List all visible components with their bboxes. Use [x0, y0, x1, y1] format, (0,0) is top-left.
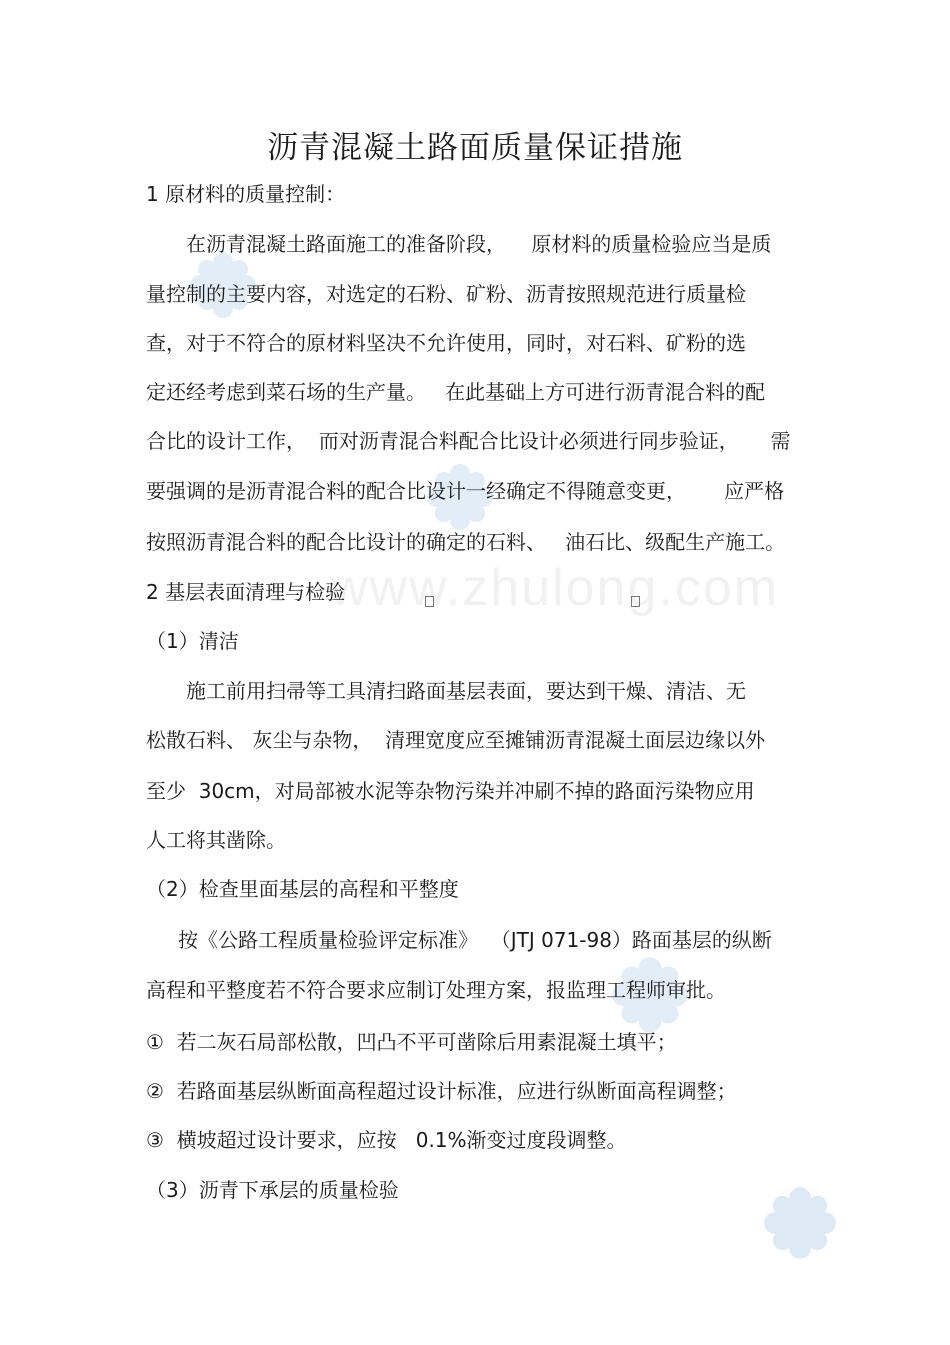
paragraph-line: 松散石料、 灰尘与杂物， 清理宽度应至摊铺沥青混凝土面层边缘以外 — [146, 728, 766, 752]
section-heading: 2 基层表面清理与检验 — [146, 580, 346, 604]
document-title: 沥青混凝土路面质量保证措施 — [267, 130, 683, 166]
list-item: ① 若二灰石局部松散，凹凸不平可凿除后用素混凝土填平； — [146, 1030, 677, 1054]
placeholder-box-icon — [425, 596, 434, 607]
paragraph-line: 在沥青混凝土路面施工的准备阶段， 原材料的质量检验应当是质 — [186, 232, 772, 256]
paragraph-line: 要强调的是沥青混合料的配合比设计一经确定不得随意变更， 应严格 — [146, 479, 785, 503]
subsection-heading: （3）沥青下承层的质量检验 — [146, 1178, 399, 1202]
placeholder-box-icon — [631, 596, 640, 607]
paragraph-line: 按《公路工程质量检验评定标准》 （JTJ 071-98）路面基层的纵断 — [178, 928, 772, 952]
paragraph-line: 查，对于不符合的原材料坚决不允许使用，同时，对石料、矿粉的选 — [146, 331, 746, 355]
paragraph-line: 按照沥青混合料的配合比设计的确定的石料、 油石比、级配生产施工。 — [146, 530, 786, 554]
list-item: ② 若路面基层纵断面高程超过设计标准，应进行纵断面高程调整； — [146, 1079, 737, 1103]
watermark-text: www.zhulong.com — [330, 559, 780, 617]
paragraph-line: 施工前用扫帚等工具清扫路面基层表面，要达到干燥、清洁、无 — [186, 679, 746, 703]
watermark-flower-icon — [762, 1185, 838, 1261]
paragraph-line: 量控制的主要内容，对选定的石粉、矿粉、沥青按照规范进行质量检 — [146, 282, 746, 306]
paragraph-line: 定还经考虑到菜石场的生产量。 在此基础上方可进行沥青混合料的配 — [146, 380, 766, 404]
paragraph-line: 高程和平整度若不符合要求应制订处理方案，报监理工程师审批。 — [146, 978, 726, 1002]
section-heading: 1 原材料的质量控制： — [146, 182, 346, 206]
paragraph-line: 人工将其凿除。 — [146, 828, 286, 852]
paragraph-line: 合比的设计工作， 而对沥青混合料配合比设计必须进行同步验证， 需 — [146, 429, 791, 453]
subsection-heading: （1）清洁 — [146, 629, 239, 653]
subsection-heading: （2）检查里面基层的高程和平整度 — [146, 877, 459, 901]
paragraph-line: 至少 30cm，对局部被水泥等杂物污染并冲刷不掉的路面污染物应用 — [146, 779, 755, 803]
list-item: ③ 横坡超过设计要求，应按 0.1%渐变过度段调整。 — [146, 1128, 627, 1152]
